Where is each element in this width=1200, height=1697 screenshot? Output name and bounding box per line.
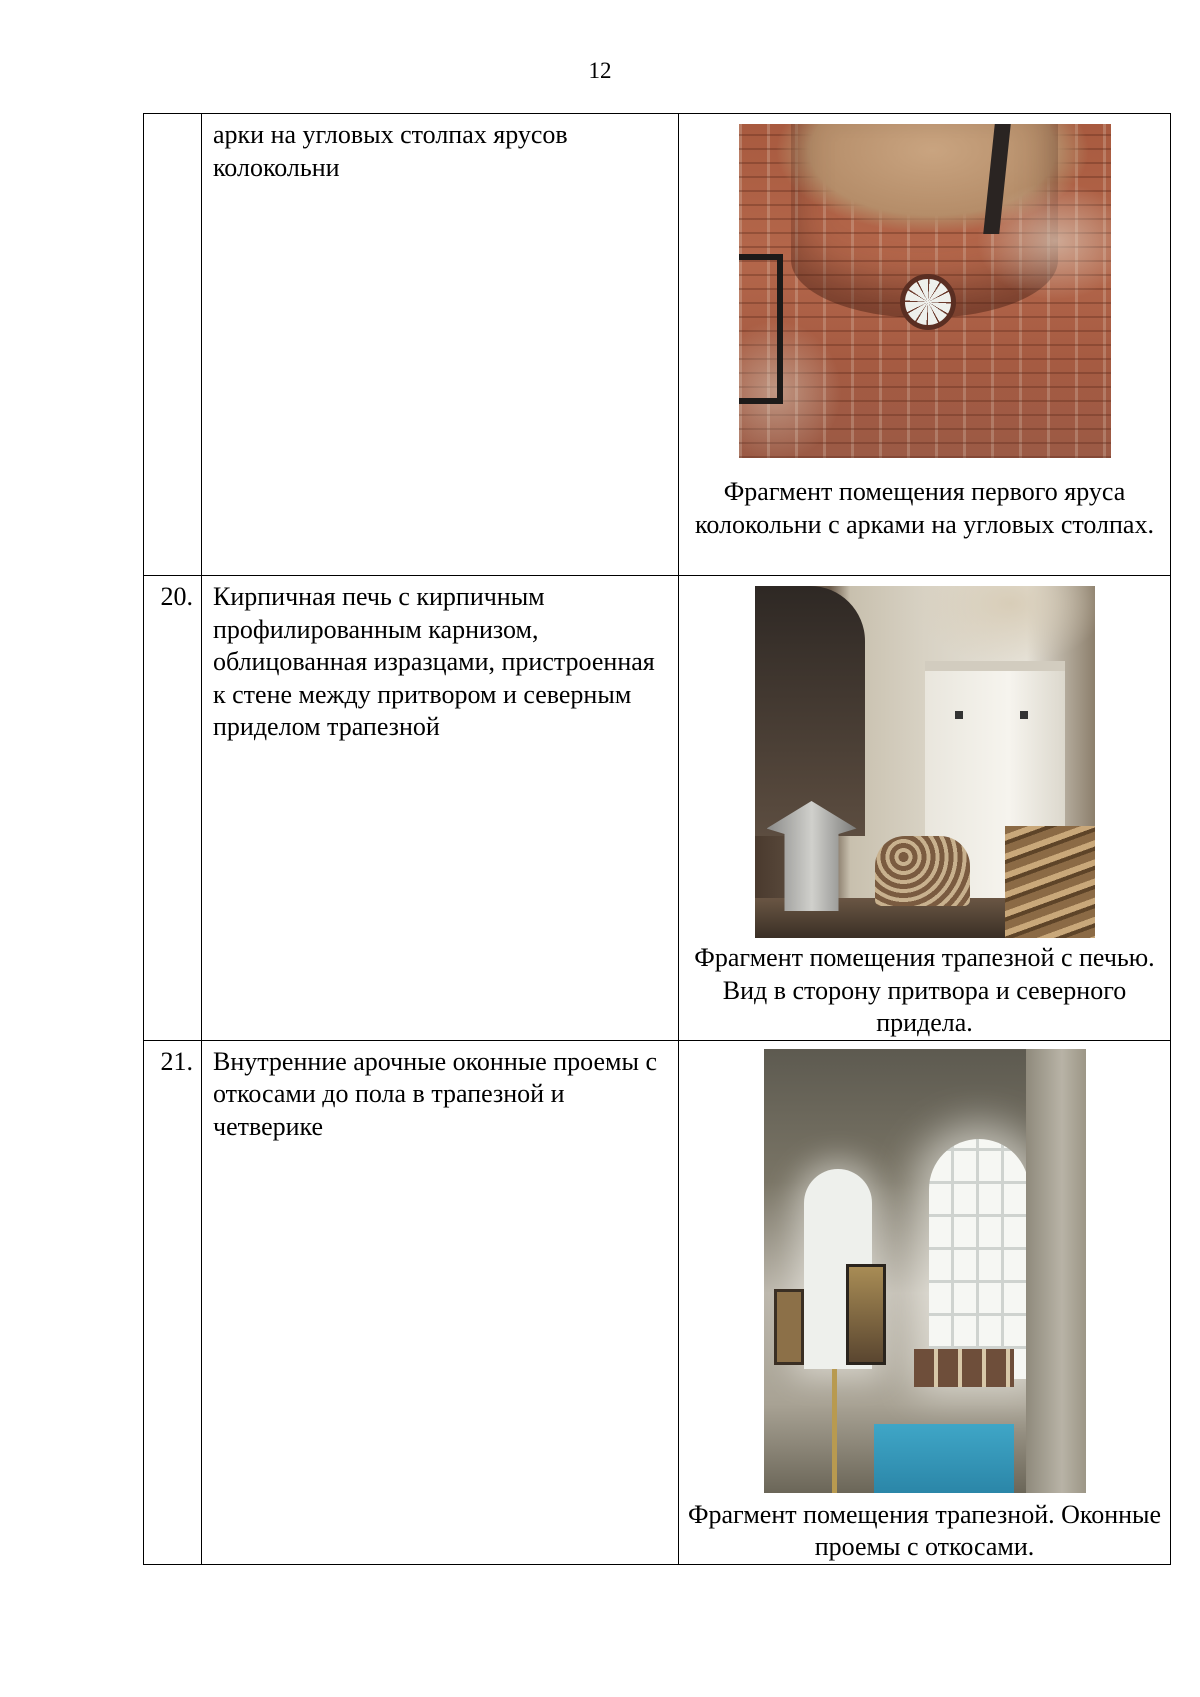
row-description: арки на угловых столпах ярусов колокольни — [213, 120, 568, 182]
photo-caption: Фрагмент помещения трапезной с печью. Вид в сторону притвора и северного придела. — [694, 943, 1155, 1037]
monument-elements-table — [143, 113, 1171, 1565]
photo-cell — [679, 1040, 1171, 1564]
table-row — [144, 114, 1171, 576]
table-row — [144, 576, 1171, 1041]
arched-windows-photo — [764, 1049, 1086, 1493]
description-cell — [202, 114, 679, 576]
row-description: Внутренние арочные оконные проемы с откосами до пола в трапезной и четверике — [213, 1046, 658, 1141]
row-number — [144, 114, 201, 119]
photo-caption: Фрагмент помещения первого яруса колокольни с арками на угловых столпах. — [695, 477, 1154, 539]
row-number: 20. — [160, 582, 193, 611]
round-window — [900, 274, 956, 330]
photo-cell — [679, 114, 1171, 576]
table-row — [144, 1040, 1171, 1564]
row-number: 21. — [160, 1046, 193, 1076]
page-number: 12 — [588, 58, 612, 83]
photo-caption: Фрагмент помещения трапезной. Оконные проемы с откосами. — [687, 1499, 1162, 1561]
refectory-stove-photo — [755, 586, 1095, 938]
row-number-cell — [144, 576, 202, 1041]
row-number-cell — [144, 114, 202, 576]
belfry-arch-photo — [739, 124, 1111, 458]
description-cell — [202, 1040, 679, 1564]
photo-cell — [679, 576, 1171, 1041]
arched-window — [929, 1139, 1029, 1379]
row-number-cell — [144, 1040, 202, 1564]
description-cell — [202, 576, 679, 1041]
row-description: Кирпичная печь с кирпичным профилированным карнизом, облицованная изразцами, пристроенная к стене между притвором и северным приделом трапезной — [213, 582, 655, 741]
